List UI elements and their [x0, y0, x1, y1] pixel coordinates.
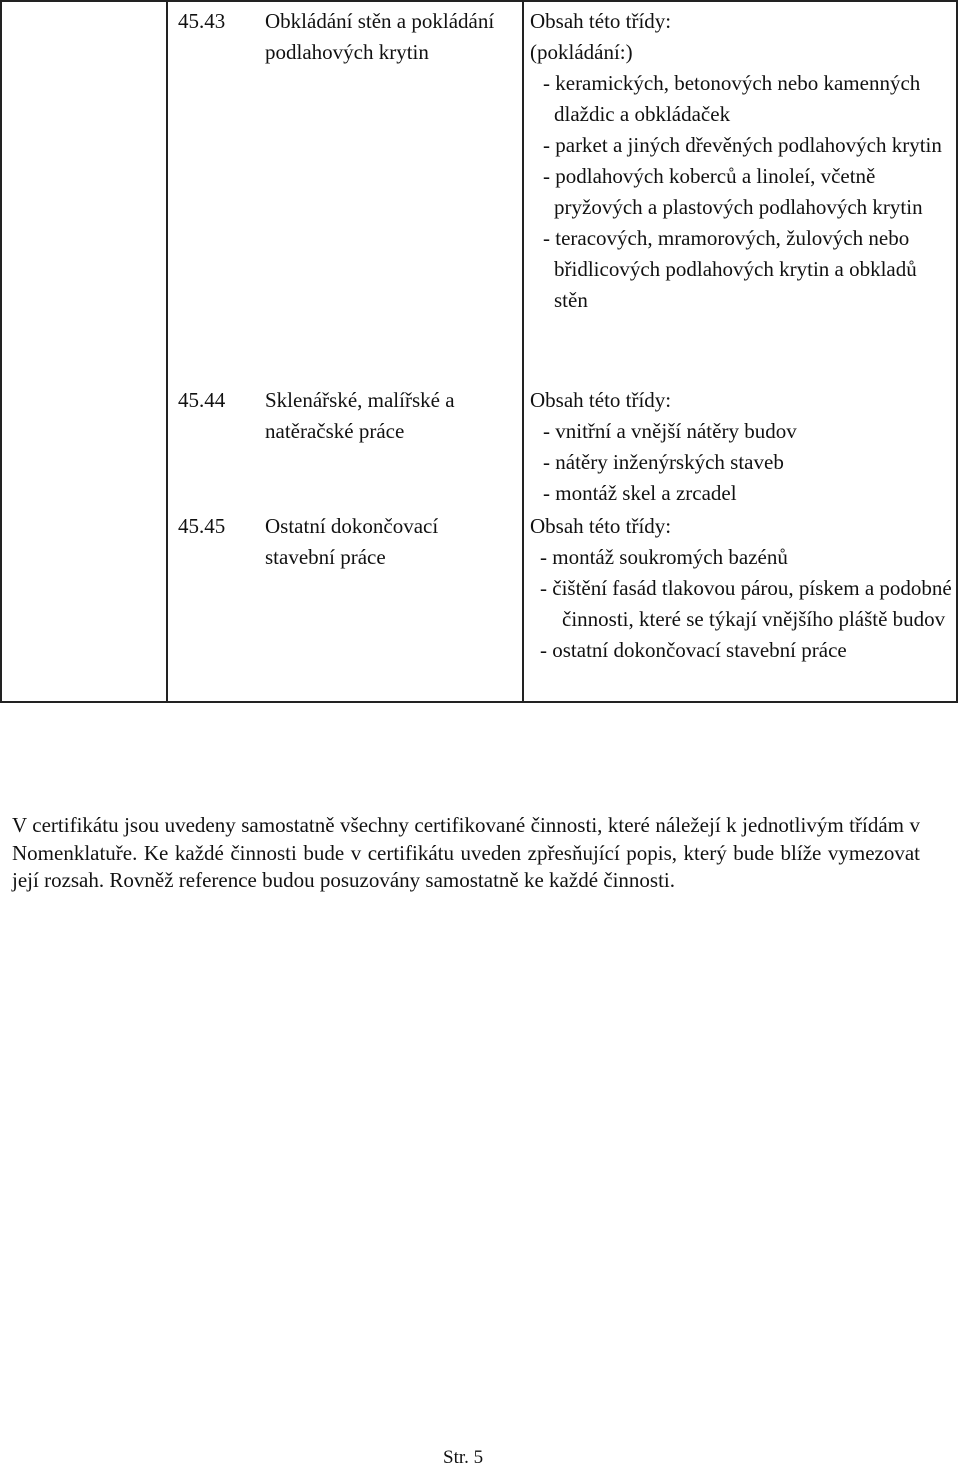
row-content — [530, 511, 954, 666]
content-item: - vnitřní a vnější nátěry budov — [543, 419, 797, 443]
content-item: - ostatní dokončovací stavební práce — [540, 638, 847, 662]
row-code: 45.44 — [178, 388, 226, 412]
content-header: Obsah této třídy: — [530, 9, 672, 33]
content-item: - keramických, betonových nebo kamenných dlaždic a obkládaček — [543, 71, 921, 126]
row-content — [530, 385, 954, 509]
table-divider-2 — [522, 0, 524, 703]
row-title: Sklenářské, malířské a natěračské práce — [265, 388, 455, 443]
row-code: 45.45 — [178, 514, 226, 538]
page-number: Str. 5 — [443, 1447, 484, 1468]
content-item: - čištění fasád tlakovou párou, pískem a podobné činnosti, které se týkají vnějšího pláště budov — [540, 576, 952, 631]
content-subheader: (pokládání:) — [530, 40, 633, 64]
table-border-left — [0, 0, 2, 703]
row-code: 45.43 — [178, 9, 226, 33]
row-content — [530, 6, 954, 316]
content-header: Obsah této třídy: — [530, 388, 672, 412]
classification-table — [0, 0, 958, 703]
certificate-paragraph: V certifikátu jsou uvedeny samostatně všechny certifikované činnosti, které náležejí k jednotlivým třídám v Nomenklatuře. Ke každé činnosti bude v certifikátu uveden zpřesňující popis, který bude blíže vymezovat její rozsah. Rovněž reference budou posuzovány samostatně ke každé činnosti. — [12, 813, 920, 892]
content-header: Obsah této třídy: — [530, 514, 672, 538]
content-item: - parket a jiných dřevěných podlahových krytin — [543, 133, 942, 157]
table-border-bottom — [0, 701, 958, 703]
table-divider-1 — [166, 0, 168, 703]
table-border-right — [956, 0, 958, 703]
row-title: Ostatní dokončovací stavební práce — [265, 514, 439, 569]
content-item: - teracových, mramorových, žulových nebo břidlicových podlahových krytin a obkladů stěn — [543, 226, 917, 312]
row-title: Obkládání stěn a pokládání podlahových krytin — [265, 9, 495, 64]
content-item: - montáž skel a zrcadel — [543, 481, 737, 505]
content-item: - podlahových koberců a linoleí, včetně pryžových a plastových podlahových krytin — [543, 164, 923, 219]
table-border-top — [0, 0, 958, 2]
content-item: - nátěry inženýrských staveb — [543, 450, 784, 474]
content-item: - montáž soukromých bazénů — [540, 545, 788, 569]
